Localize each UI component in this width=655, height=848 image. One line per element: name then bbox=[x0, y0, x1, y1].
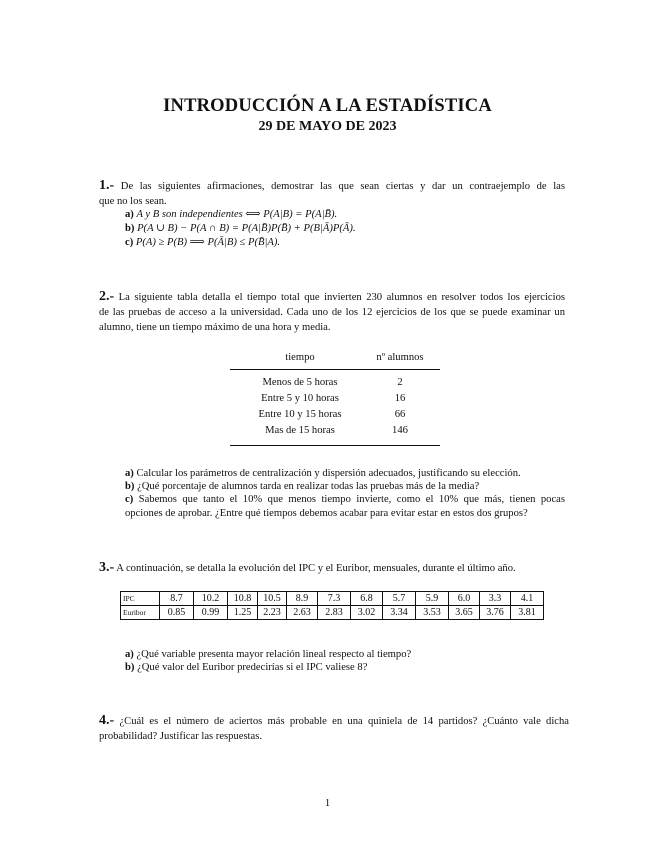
question-number: 4.- bbox=[99, 713, 115, 728]
q2-item-c bbox=[125, 493, 565, 521]
question-4 bbox=[99, 713, 569, 744]
table-cell: 16 bbox=[394, 393, 406, 404]
table-cell: 3.76 bbox=[480, 606, 511, 620]
item-text: Sabemos que tanto el 10% que menos tiempo invierte, como el 10% que más, tienen pocas bbox=[138, 494, 565, 505]
table-cell: 0.99 bbox=[194, 606, 228, 620]
table-cell: Mas de 15 horas bbox=[265, 425, 335, 436]
question-3 bbox=[99, 560, 569, 576]
question-text: ¿Cuál es el número de aciertos más probable en una quiniela de 14 partidos? ¿Cuánto vale dicha bbox=[119, 716, 569, 727]
table-rule bbox=[230, 445, 440, 446]
table-cell: 4.1 bbox=[511, 592, 544, 606]
question-text: de las pruebas de acceso a la universidad. Cada uno de los 12 ejercicios de los que se puede examinar un bbox=[99, 307, 565, 318]
item-text: ¿Qué porcentaje de alumnos tarda en realizar todas las pruebas más de la media? bbox=[137, 481, 480, 492]
table-row-ipc bbox=[121, 592, 544, 606]
table-row bbox=[230, 409, 440, 425]
ipc-euribor-table bbox=[120, 591, 544, 620]
exam-date: 29 DE MAYO DE 2023 bbox=[258, 119, 397, 134]
table-cell: 0.85 bbox=[160, 606, 194, 620]
table-cell: 66 bbox=[394, 409, 406, 420]
item-text: P(A ∪ B) − P(A ∩ B) = P(A|B̄)P(B̄) + P(B|Ā)P(Ā). bbox=[137, 223, 356, 234]
question-number: 3.- bbox=[99, 560, 115, 575]
table-cell: Entre 10 y 15 horas bbox=[258, 409, 342, 420]
table-cell: 2 bbox=[397, 377, 403, 388]
table-header-tiempo: tiempo bbox=[285, 352, 315, 363]
table-cell: 10.5 bbox=[258, 592, 287, 606]
question-text: A continuación, se detalla la evolución del IPC y el Euribor, mensuales, durante el último año. bbox=[116, 563, 516, 574]
table-cell: 5.9 bbox=[416, 592, 449, 606]
q1-item-c bbox=[125, 236, 280, 250]
table-row bbox=[230, 377, 440, 393]
page-number: 1 bbox=[324, 797, 331, 809]
item-label: b) bbox=[125, 662, 135, 673]
q3-item-a bbox=[125, 648, 411, 662]
item-text: Calcular los parámetros de centralización y dispersión adecuados, justificando su elección. bbox=[136, 468, 521, 479]
table-cell: 3.53 bbox=[416, 606, 449, 620]
item-text: A y B son independientes ⟺ P(A|B) = P(A|B̄). bbox=[136, 209, 338, 220]
q2-item-b bbox=[125, 480, 479, 494]
question-1 bbox=[99, 178, 565, 209]
q1-item-a bbox=[125, 208, 337, 222]
question-number: 2.- bbox=[99, 289, 115, 304]
table-cell: 3.3 bbox=[480, 592, 511, 606]
item-text: opciones de aprobar. ¿Entre qué tiempos debemos acabar para evitar estar en estos dos grupos? bbox=[125, 508, 528, 519]
row-label: Euribor bbox=[121, 606, 160, 620]
q3-item-b bbox=[125, 661, 367, 675]
item-text: ¿Qué variable presenta mayor relación lineal respecto al tiempo? bbox=[136, 649, 412, 660]
item-label: c) bbox=[125, 494, 134, 505]
table-cell: 8.7 bbox=[160, 592, 194, 606]
table-row-euribor bbox=[121, 606, 544, 620]
item-text: P(A) ≥ P(B) ⟹ P(Ā|B) ≤ P(B̄|A). bbox=[135, 237, 281, 248]
item-label: b) bbox=[125, 223, 135, 234]
item-label: b) bbox=[125, 481, 135, 492]
table-cell: 6.8 bbox=[351, 592, 383, 606]
question-2 bbox=[99, 289, 565, 335]
table-row bbox=[230, 425, 440, 441]
table-cell: 10.2 bbox=[194, 592, 228, 606]
item-label: c) bbox=[125, 237, 134, 248]
question-text: alumno, tiene un tiempo máximo de una hora y media. bbox=[99, 322, 331, 333]
table-cell: 3.02 bbox=[351, 606, 383, 620]
q1-item-b bbox=[125, 222, 356, 236]
table-cell: 2.63 bbox=[287, 606, 318, 620]
item-label: a) bbox=[125, 209, 134, 220]
question-text: que no los sean. bbox=[99, 196, 167, 207]
item-label: a) bbox=[125, 468, 134, 479]
table-cell: 146 bbox=[392, 425, 408, 436]
table-cell: 2.23 bbox=[258, 606, 287, 620]
table-cell: 5.7 bbox=[383, 592, 416, 606]
page-title: INTRODUCCIÓN A LA ESTADÍSTICA bbox=[163, 96, 492, 116]
question-number: 1.- bbox=[99, 178, 115, 193]
table-cell: 1.25 bbox=[228, 606, 258, 620]
table-cell: Entre 5 y 10 horas bbox=[261, 393, 339, 404]
table-cell: 10.8 bbox=[228, 592, 258, 606]
q2-item-a bbox=[125, 467, 521, 481]
table-cell: 8.9 bbox=[287, 592, 318, 606]
table-cell: 7.3 bbox=[318, 592, 351, 606]
table-row bbox=[230, 393, 440, 409]
table-rule bbox=[230, 369, 440, 370]
table-cell: 3.65 bbox=[449, 606, 480, 620]
item-text: ¿Qué valor del Euribor predecirías si el IPC valiese 8? bbox=[137, 662, 368, 673]
table-cell: Menos de 5 horas bbox=[262, 377, 338, 388]
question-text: probabilidad? Justificar las respuestas. bbox=[99, 731, 262, 742]
table-header-alumnos: nº alumnos bbox=[376, 352, 424, 363]
table-cell: 3.81 bbox=[511, 606, 544, 620]
table-cell: 3.34 bbox=[383, 606, 416, 620]
table-cell: 6.0 bbox=[449, 592, 480, 606]
table-cell: 2.83 bbox=[318, 606, 351, 620]
row-label: IPC bbox=[121, 592, 160, 606]
question-text: De las siguientes afirmaciones, demostrar las que sean ciertas y dar un contraejemplo de las bbox=[120, 181, 565, 192]
question-text: La siguiente tabla detalla el tiempo total que invierten 230 alumnos en resolver todos los ejercicios bbox=[118, 292, 565, 303]
item-label: a) bbox=[125, 649, 134, 660]
